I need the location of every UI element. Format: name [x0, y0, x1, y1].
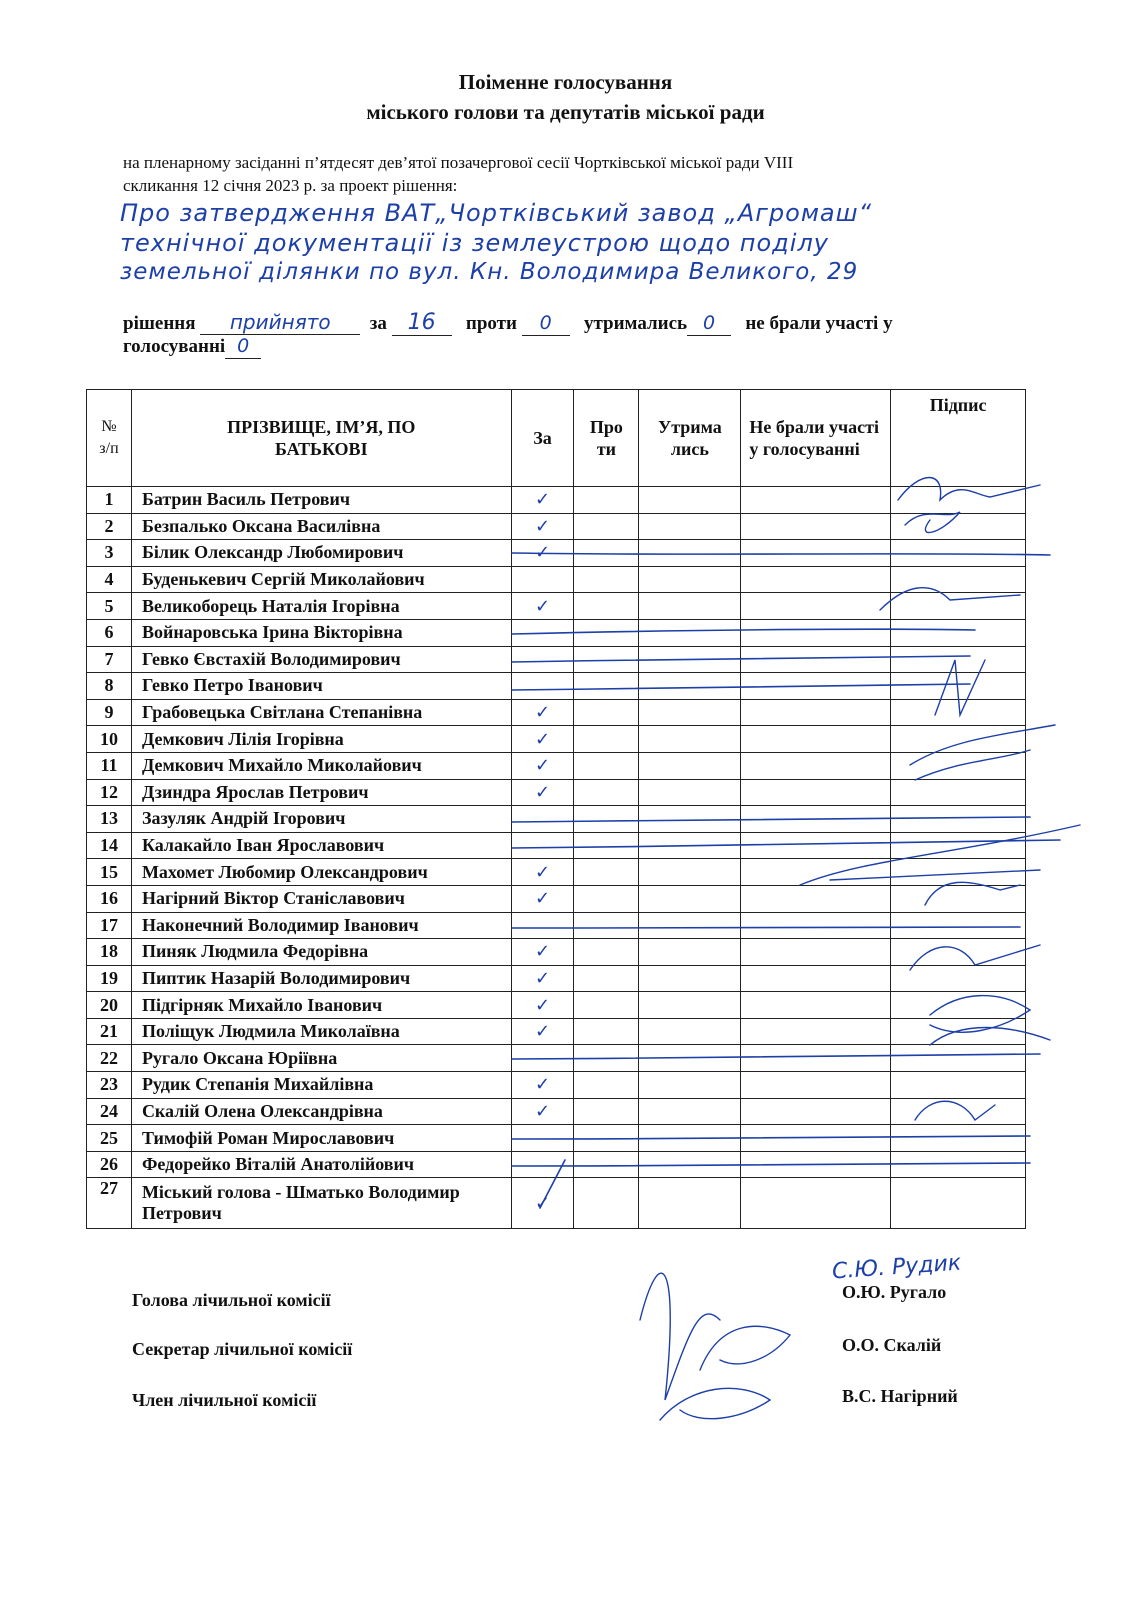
row-for — [511, 566, 574, 593]
row-number: 24 — [87, 1098, 132, 1125]
row-against — [574, 513, 639, 540]
for-value: 16 — [392, 311, 452, 336]
member-label: Член лічильної комісії — [132, 1390, 317, 1410]
row-for: ✓ — [511, 1178, 574, 1229]
table-row — [87, 1098, 1026, 1125]
header-not-voted: Не брали участі у голосуванні — [741, 390, 891, 487]
document-title-line2: міського голови та депутатів міської ради — [366, 100, 765, 124]
row-number: 18 — [87, 939, 132, 966]
row-number: 5 — [87, 593, 132, 620]
row-name: Зазуляк Андрій Ігорович — [131, 806, 511, 833]
row-number: 4 — [87, 566, 132, 593]
row-not-voted — [741, 939, 891, 966]
signature-secretary — [700, 1326, 790, 1370]
row-not-voted — [741, 965, 891, 992]
row-not-voted — [741, 806, 891, 833]
row-for: ✓ — [511, 513, 574, 540]
row-number: 25 — [87, 1125, 132, 1152]
row-abstained — [639, 1045, 741, 1072]
row-signature — [891, 646, 1026, 673]
row-against — [574, 673, 639, 700]
row-number: 17 — [87, 912, 132, 939]
row-name: Калакайло Іван Ярославович — [131, 832, 511, 859]
table-row — [87, 885, 1026, 912]
row-abstained — [639, 540, 741, 567]
row-abstained — [639, 859, 741, 886]
row-signature — [891, 965, 1026, 992]
row-against — [574, 1045, 639, 1072]
row-for — [511, 832, 574, 859]
row-number: 21 — [87, 1018, 132, 1045]
voting-table-body — [87, 487, 1026, 1229]
table-row — [87, 646, 1026, 673]
not-voted-value: 0 — [225, 334, 261, 359]
signature-chair — [640, 1273, 720, 1400]
row-signature — [891, 1178, 1026, 1229]
row-for: ✓ — [511, 965, 574, 992]
row-abstained — [639, 487, 741, 514]
row-against — [574, 1151, 639, 1178]
row-abstained — [639, 673, 741, 700]
row-number: 6 — [87, 619, 132, 646]
row-signature — [891, 513, 1026, 540]
row-name: Поліщук Людмила Миколаївна — [131, 1018, 511, 1045]
row-not-voted — [741, 646, 891, 673]
row-abstained — [639, 566, 741, 593]
row-for: ✓ — [511, 1072, 574, 1099]
row-signature — [891, 726, 1026, 753]
row-signature — [891, 859, 1026, 886]
table-row — [87, 752, 1026, 779]
row-abstained — [639, 992, 741, 1019]
row-number: 1 — [87, 487, 132, 514]
row-for — [511, 912, 574, 939]
row-abstained — [639, 832, 741, 859]
table-row — [87, 726, 1026, 753]
row-against — [574, 726, 639, 753]
row-abstained — [639, 806, 741, 833]
row-against — [574, 885, 639, 912]
row-name: Тимофій Роман Мирославович — [131, 1125, 511, 1152]
row-against — [574, 646, 639, 673]
chair-name: О.Ю. Ругало — [842, 1282, 947, 1302]
row-against — [574, 806, 639, 833]
header-against: Про ти — [574, 390, 639, 487]
row-against — [574, 540, 639, 567]
table-row — [87, 699, 1026, 726]
row-name: Пиптик Назарій Володимирович — [131, 965, 511, 992]
row-number: 16 — [87, 885, 132, 912]
row-number: 19 — [87, 965, 132, 992]
not-voted-label-2: голосуванні — [123, 336, 226, 357]
row-abstained — [639, 1098, 741, 1125]
row-not-voted — [741, 487, 891, 514]
row-against — [574, 912, 639, 939]
row-for — [511, 806, 574, 833]
handwritten-note: С.Ю. Рудик — [831, 1250, 962, 1285]
row-number: 7 — [87, 646, 132, 673]
table-row — [87, 566, 1026, 593]
table-row — [87, 1125, 1026, 1152]
row-not-voted — [741, 859, 891, 886]
row-name: Великоборець Наталія Ігорівна — [131, 593, 511, 620]
table-row — [87, 912, 1026, 939]
row-not-voted — [741, 912, 891, 939]
row-for: ✓ — [511, 540, 574, 567]
row-name: Федорейко Віталій Анатолійович — [131, 1151, 511, 1178]
table-row — [87, 806, 1026, 833]
row-signature — [891, 779, 1026, 806]
row-for — [511, 1125, 574, 1152]
row-number: 9 — [87, 699, 132, 726]
header-signature: Підпис — [891, 390, 1026, 487]
row-name: Грабовецька Світлана Степанівна — [131, 699, 511, 726]
row-for: ✓ — [511, 593, 574, 620]
row-for: ✓ — [511, 859, 574, 886]
row-abstained — [639, 593, 741, 620]
row-signature — [891, 1125, 1026, 1152]
row-against — [574, 1178, 639, 1229]
row-signature — [891, 912, 1026, 939]
row-abstained — [639, 939, 741, 966]
row-for: ✓ — [511, 699, 574, 726]
row-against — [574, 619, 639, 646]
header-for: За — [511, 390, 574, 487]
decision-line1 — [123, 310, 1043, 336]
chair-label: Голова лічильної комісії — [132, 1290, 331, 1310]
row-abstained — [639, 965, 741, 992]
row-not-voted — [741, 1072, 891, 1099]
row-abstained — [639, 912, 741, 939]
row-not-voted — [741, 673, 891, 700]
row-signature — [891, 1098, 1026, 1125]
row-abstained — [639, 1178, 741, 1229]
row-for — [511, 619, 574, 646]
row-not-voted — [741, 726, 891, 753]
row-signature — [891, 673, 1026, 700]
table-row — [87, 513, 1026, 540]
row-abstained — [639, 1018, 741, 1045]
row-number: 22 — [87, 1045, 132, 1072]
row-not-voted — [741, 1178, 891, 1229]
row-not-voted — [741, 513, 891, 540]
row-for: ✓ — [511, 1098, 574, 1125]
table-row — [87, 965, 1026, 992]
row-name: Войнаровська Ірина Вікторівна — [131, 619, 511, 646]
row-against — [574, 779, 639, 806]
row-signature — [891, 832, 1026, 859]
row-name: Рудик Степанія Михайлівна — [131, 1072, 511, 1099]
row-for — [511, 1151, 574, 1178]
row-for: ✓ — [511, 779, 574, 806]
for-label: за — [369, 313, 387, 334]
table-row — [87, 1045, 1026, 1072]
row-abstained — [639, 752, 741, 779]
table-row — [87, 859, 1026, 886]
row-against — [574, 1072, 639, 1099]
row-not-voted — [741, 1045, 891, 1072]
row-for: ✓ — [511, 1018, 574, 1045]
table-row — [87, 1178, 1026, 1229]
voting-table — [86, 389, 1026, 1229]
row-name: Ругало Оксана Юріївна — [131, 1045, 511, 1072]
table-row — [87, 673, 1026, 700]
abstained-value: 0 — [687, 311, 731, 336]
row-name: Нагірний Віктор Станіславович — [131, 885, 511, 912]
table-row — [87, 939, 1026, 966]
row-not-voted — [741, 1151, 891, 1178]
row-against — [574, 1018, 639, 1045]
subject-line1: Про затвердження ВАТ„Чортківський завод „Агромаш“ — [120, 199, 873, 227]
header-num: № з/п — [87, 390, 132, 487]
row-name: Наконечний Володимир Іванович — [131, 912, 511, 939]
row-not-voted — [741, 992, 891, 1019]
decision-value: прийнято — [200, 310, 360, 335]
abstained-label: утримались — [583, 313, 688, 334]
row-against — [574, 699, 639, 726]
subject-line2: технічної документації із землеустрою щодо поділу — [120, 229, 829, 257]
row-name: Білик Олександр Любомирович — [131, 540, 511, 567]
row-against — [574, 965, 639, 992]
subject-line3: земельної ділянки по вул. Кн. Володимира Великого, 29 — [120, 259, 859, 285]
row-against — [574, 1125, 639, 1152]
row-against — [574, 832, 639, 859]
table-row — [87, 992, 1026, 1019]
against-label: проти — [465, 313, 517, 334]
row-for: ✓ — [511, 752, 574, 779]
row-name: Гевко Євстахій Володимирович — [131, 646, 511, 673]
table-row — [87, 540, 1026, 567]
row-not-voted — [741, 699, 891, 726]
intro-line2: скликання 12 січня 2023 р. за проект рішення: — [123, 176, 458, 195]
not-voted-label-1: не брали участі у — [745, 313, 893, 334]
secretary-name: О.О. Скалій — [842, 1335, 942, 1355]
row-number: 11 — [87, 752, 132, 779]
row-number: 13 — [87, 806, 132, 833]
row-signature — [891, 619, 1026, 646]
row-abstained — [639, 1125, 741, 1152]
row-for: ✓ — [511, 726, 574, 753]
document-title-line1: Поіменне голосування — [458, 70, 673, 94]
row-signature — [891, 992, 1026, 1019]
row-against — [574, 859, 639, 886]
row-for: ✓ — [511, 885, 574, 912]
row-signature — [891, 939, 1026, 966]
intro-line1: на пленарному засіданні п’ятдесят дев’ятої позачергової сесії Чортківської міської ради VIII — [123, 153, 794, 172]
row-number: 10 — [87, 726, 132, 753]
row-not-voted — [741, 752, 891, 779]
row-not-voted — [741, 832, 891, 859]
against-value: 0 — [522, 311, 570, 336]
row-name: Дзиндра Ярослав Петрович — [131, 779, 511, 806]
decision-line2 — [123, 334, 1043, 359]
row-not-voted — [741, 566, 891, 593]
row-name: Пиняк Людмила Федорівна — [131, 939, 511, 966]
row-signature — [891, 752, 1026, 779]
table-row — [87, 1018, 1026, 1045]
row-abstained — [639, 779, 741, 806]
row-number: 20 — [87, 992, 132, 1019]
table-row — [87, 1151, 1026, 1178]
row-name: Демкович Михайло Миколайович — [131, 752, 511, 779]
row-against — [574, 939, 639, 966]
row-not-voted — [741, 619, 891, 646]
row-name: Міський голова - Шматько Володимир Петрович — [131, 1178, 511, 1229]
row-abstained — [639, 619, 741, 646]
table-row — [87, 487, 1026, 514]
header-abstained: Утрима лись — [639, 390, 741, 487]
row-number: 26 — [87, 1151, 132, 1178]
row-against — [574, 566, 639, 593]
row-signature — [891, 593, 1026, 620]
row-signature — [891, 1151, 1026, 1178]
row-signature — [891, 699, 1026, 726]
row-not-voted — [741, 1125, 891, 1152]
row-not-voted — [741, 779, 891, 806]
row-against — [574, 1098, 639, 1125]
row-number: 2 — [87, 513, 132, 540]
row-signature — [891, 487, 1026, 514]
row-number: 14 — [87, 832, 132, 859]
row-not-voted — [741, 540, 891, 567]
row-number: 27 — [87, 1178, 132, 1229]
signature-member — [660, 1388, 770, 1420]
row-against — [574, 752, 639, 779]
row-signature — [891, 1018, 1026, 1045]
row-abstained — [639, 885, 741, 912]
row-name: Гевко Петро Іванович — [131, 673, 511, 700]
row-for: ✓ — [511, 992, 574, 1019]
table-row — [87, 779, 1026, 806]
row-name: Підгірняк Михайло Іванович — [131, 992, 511, 1019]
row-against — [574, 487, 639, 514]
row-signature — [891, 885, 1026, 912]
row-against — [574, 992, 639, 1019]
row-abstained — [639, 726, 741, 753]
secretary-label: Секретар лічильної комісії — [132, 1339, 353, 1359]
row-for: ✓ — [511, 487, 574, 514]
row-for — [511, 673, 574, 700]
header-name: ПРІЗВИЩЕ, ІМ’Я, ПО БАТЬКОВІ — [131, 390, 511, 487]
row-number: 15 — [87, 859, 132, 886]
row-number: 23 — [87, 1072, 132, 1099]
row-not-voted — [741, 1098, 891, 1125]
row-signature — [891, 566, 1026, 593]
row-name: Скалій Олена Олександрівна — [131, 1098, 511, 1125]
row-signature — [891, 1045, 1026, 1072]
row-signature — [891, 1072, 1026, 1099]
row-against — [574, 593, 639, 620]
row-name: Демкович Лілія Ігорівна — [131, 726, 511, 753]
decision-label: рішення — [123, 313, 196, 334]
table-row — [87, 832, 1026, 859]
table-row — [87, 619, 1026, 646]
table-row — [87, 1072, 1026, 1099]
row-not-voted — [741, 1018, 891, 1045]
row-for: ✓ — [511, 939, 574, 966]
row-abstained — [639, 1072, 741, 1099]
row-abstained — [639, 699, 741, 726]
row-abstained — [639, 1151, 741, 1178]
row-number: 8 — [87, 673, 132, 700]
row-abstained — [639, 513, 741, 540]
row-for — [511, 1045, 574, 1072]
member-name: В.С. Нагірний — [842, 1386, 958, 1406]
row-abstained — [639, 646, 741, 673]
row-number: 3 — [87, 540, 132, 567]
row-signature — [891, 540, 1026, 567]
table-row — [87, 593, 1026, 620]
row-name: Буденькевич Сергій Миколайович — [131, 566, 511, 593]
row-name: Батрин Василь Петрович — [131, 487, 511, 514]
row-not-voted — [741, 885, 891, 912]
row-name: Махомет Любомир Олександрович — [131, 859, 511, 886]
row-signature — [891, 806, 1026, 833]
row-number: 12 — [87, 779, 132, 806]
row-name: Безпалько Оксана Василівна — [131, 513, 511, 540]
row-for — [511, 646, 574, 673]
row-not-voted — [741, 593, 891, 620]
